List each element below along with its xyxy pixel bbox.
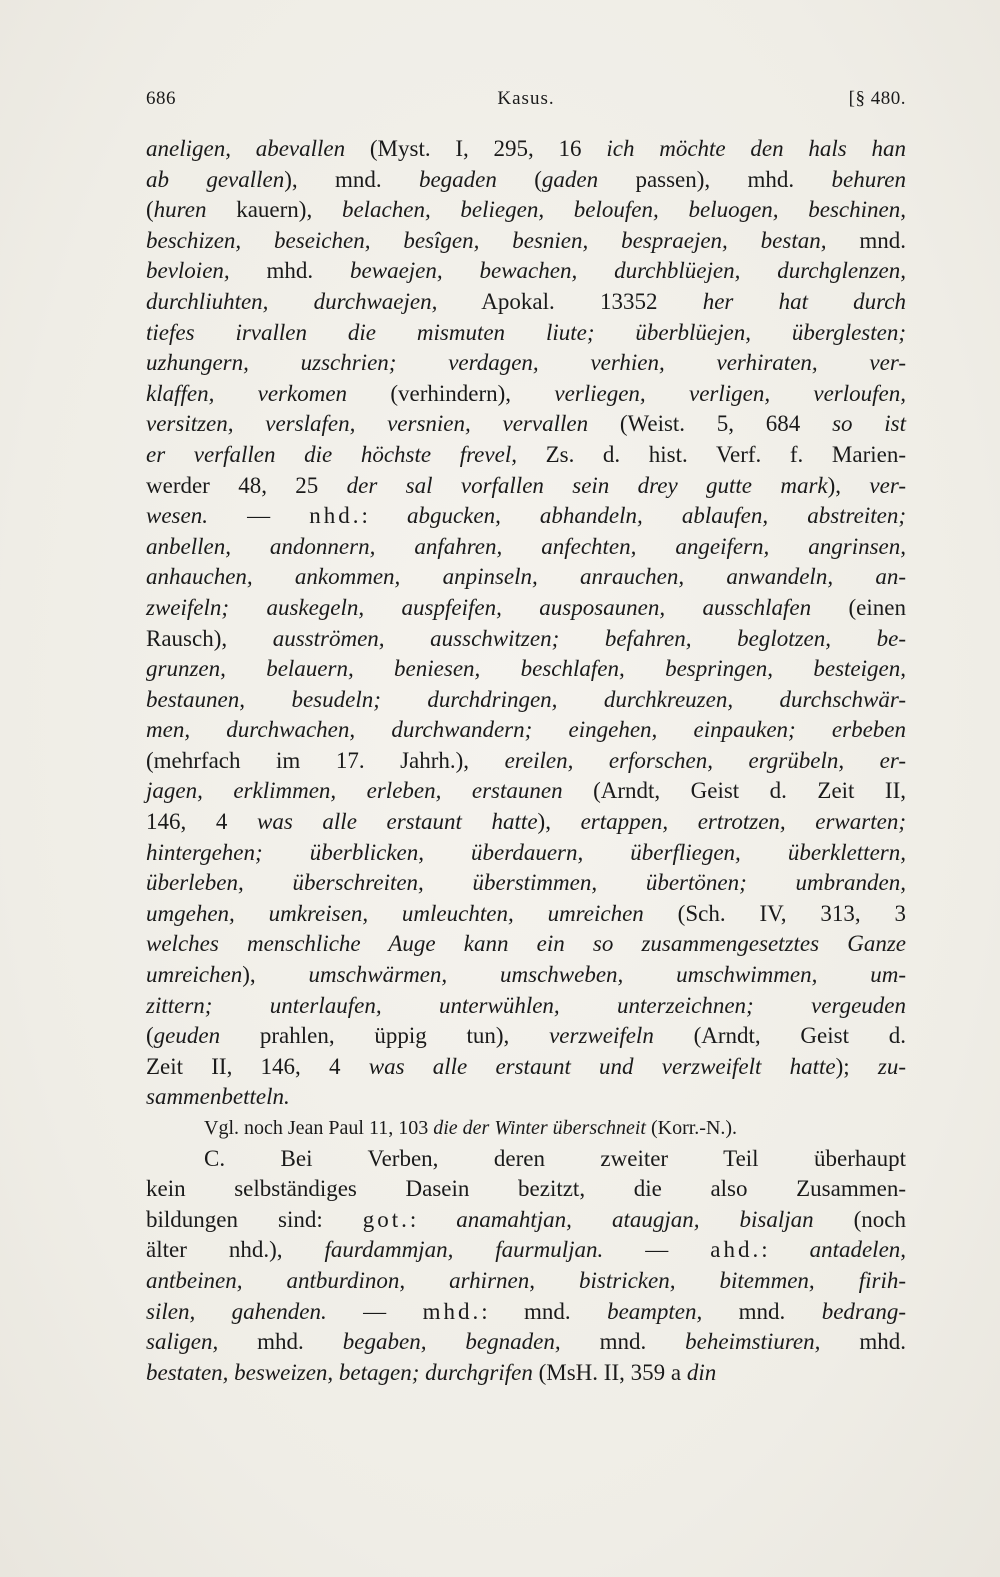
page-number: 686 bbox=[146, 88, 176, 109]
italic-text: bevloien, bbox=[146, 258, 230, 284]
italic-text: der sal vorfallen sein drey gutte mark bbox=[346, 472, 828, 498]
text-line bbox=[146, 929, 906, 960]
text-line bbox=[146, 1082, 906, 1113]
italic-text: zittern; unterlaufen, unterwühlen, unterzeichnen; vergeuden bbox=[146, 992, 906, 1018]
roman-text: ), bbox=[242, 962, 309, 988]
italic-text: umschwärmen, umschweben, umschwimmen, um- bbox=[308, 962, 906, 988]
italic-text: men, durchwachen, durchwandern; eingehen, einpauken; erbeben bbox=[146, 717, 906, 743]
italic-text: huren bbox=[153, 197, 207, 223]
section-marker: [§ 480. bbox=[848, 88, 906, 109]
italic-text: zweifeln; auskegeln, auspfeifen, ausposaunen, ausschlafen bbox=[146, 594, 812, 620]
italic-text: beheimstiuren, bbox=[685, 1329, 821, 1355]
roman-text: älter nhd.), bbox=[146, 1237, 325, 1263]
text-line bbox=[146, 1052, 906, 1083]
roman-text: Vgl. noch Jean Paul 11, 103 bbox=[204, 1117, 434, 1139]
roman-text: mhd. bbox=[218, 1329, 343, 1355]
roman-text: (noch bbox=[813, 1206, 906, 1232]
italic-text: abgucken, abhandeln, ablaufen, abstreiten; bbox=[406, 503, 907, 529]
text-line bbox=[146, 134, 906, 165]
roman-text: ( bbox=[146, 1023, 154, 1049]
text-line bbox=[146, 715, 906, 746]
text-line bbox=[146, 776, 906, 807]
roman-text: — bbox=[326, 1298, 423, 1324]
roman-text: (MsH. II, 359 a bbox=[532, 1359, 687, 1385]
text-line bbox=[146, 165, 906, 196]
italic-text: bestaunen, besudeln; durchdringen, durchkreuzen, durchschwär- bbox=[146, 686, 906, 712]
italic-text: anamahtjan, ataugjan, bisaljan bbox=[456, 1206, 814, 1232]
roman-text: (einen bbox=[811, 594, 906, 620]
running-head bbox=[146, 88, 906, 114]
text-line bbox=[146, 685, 906, 716]
text-line bbox=[146, 1327, 906, 1358]
text-line bbox=[146, 1358, 906, 1389]
italic-text: uzhungern, uzschrien; verdagen, verhien, verhiraten, ver- bbox=[146, 350, 906, 376]
italic-text: anhauchen, ankommen, anpinseln, anrauchen, anwandeln, an- bbox=[146, 564, 906, 590]
text-line bbox=[146, 1174, 906, 1205]
italic-text: er verfallen die höchste frevel, bbox=[146, 441, 517, 467]
roman-text: ), bbox=[827, 472, 870, 498]
running-title: Kasus. bbox=[497, 88, 555, 109]
italic-text: silen, gahenden. bbox=[146, 1298, 327, 1324]
roman-text: mhd. bbox=[229, 258, 351, 284]
italic-text: jagen, erklimmen, erleben, erstaunen bbox=[146, 778, 563, 804]
italic-text: ich möchte den hals han bbox=[606, 136, 906, 161]
text-line bbox=[146, 348, 906, 379]
roman-text: Rausch), bbox=[146, 625, 273, 651]
text-line bbox=[146, 501, 906, 532]
italic-text: belachen, beliegen, beloufen, beluogen, beschinen, bbox=[341, 197, 906, 223]
italic-text: geuden bbox=[153, 1023, 221, 1049]
italic-text: hintergehen; überblicken, überdauern, überfliegen, überklettern, bbox=[146, 839, 906, 865]
roman-text: kauern), bbox=[206, 197, 342, 223]
roman-text: (verhindern), bbox=[347, 380, 555, 406]
text-line bbox=[146, 379, 906, 410]
italic-text: welches menschliche Auge kann ein so zusammengesetztes Ganze bbox=[146, 931, 906, 957]
italic-text: antadelen, bbox=[809, 1237, 907, 1263]
italic-text: wesen. bbox=[146, 503, 208, 529]
italic-text: beampten, bbox=[607, 1298, 703, 1324]
italic-text: tiefes irvallen die mismuten liute; überblüejen, überglesten; bbox=[146, 319, 906, 345]
spaced-text: ahd. bbox=[710, 1237, 762, 1263]
text-line bbox=[146, 1021, 906, 1052]
spaced-text: nhd. bbox=[309, 503, 362, 529]
text-line bbox=[146, 1266, 906, 1297]
roman-text: (Myst. I, 295, 16 bbox=[345, 136, 607, 161]
italic-text: ausströmen, ausschwitzen; befahren, beglotzen, be- bbox=[272, 625, 907, 651]
roman-text: : mnd. bbox=[481, 1298, 608, 1324]
roman-text: werder 48, 25 bbox=[146, 472, 347, 498]
italic-text: durchliuhten, durchwaejen, bbox=[146, 288, 438, 314]
roman-text: : bbox=[761, 1237, 810, 1263]
roman-text: mnd. bbox=[702, 1298, 822, 1324]
roman-text: Apokal. 13352 bbox=[437, 288, 703, 314]
roman-text: bildungen sind: bbox=[146, 1206, 363, 1232]
roman-text: (Arndt, Geist d. bbox=[653, 1023, 906, 1049]
text-line bbox=[146, 226, 906, 257]
italic-text: anbellen, andonnern, anfahren, anfechten, angeifern, angrinsen, bbox=[146, 533, 906, 559]
italic-text: ertappen, ertrotzen, erwarten; bbox=[580, 809, 906, 835]
text-line bbox=[146, 409, 906, 440]
roman-text: (Korr.-N.). bbox=[645, 1117, 738, 1139]
italic-text: so ist bbox=[832, 411, 907, 437]
italic-text: überleben, überschreiten, überstimmen, übertönen; umbranden, bbox=[146, 870, 906, 896]
italic-text: bewaejen, bewachen, durchblüejen, durchglenzen, bbox=[350, 258, 907, 284]
roman-text: ( bbox=[146, 197, 154, 223]
italic-text: din bbox=[686, 1359, 717, 1385]
italic-text: behuren bbox=[831, 166, 906, 192]
roman-text: ), bbox=[537, 809, 581, 835]
roman-text: (mehrfach im 17. Jahrh.), bbox=[146, 747, 505, 773]
roman-text: : bbox=[361, 503, 407, 529]
roman-text: — bbox=[207, 503, 310, 529]
italic-text: die der Winter überschneit bbox=[433, 1117, 646, 1139]
text-line bbox=[146, 624, 906, 655]
italic-text: versitzen, verslafen, versnien, vervallen bbox=[146, 411, 589, 437]
italic-text: antbeinen, antburdinon, arhirnen, bistricken, bitemmen, firih- bbox=[146, 1267, 906, 1293]
roman-text: (Weist. 5, 684 bbox=[588, 411, 833, 437]
text-line bbox=[146, 1113, 906, 1144]
italic-text: faurdammjan, faurmuljan. bbox=[324, 1237, 604, 1263]
text-line bbox=[146, 195, 906, 226]
text-line bbox=[146, 287, 906, 318]
text-line bbox=[146, 838, 906, 869]
text-line bbox=[146, 593, 906, 624]
text-line bbox=[146, 1297, 906, 1328]
italic-text: umreichen bbox=[146, 962, 243, 988]
body-text bbox=[146, 134, 906, 1388]
italic-text: grunzen, belauern, beniesen, beschlafen, bespringen, besteigen, bbox=[146, 656, 906, 682]
text-line bbox=[146, 256, 906, 287]
roman-text: — bbox=[603, 1237, 711, 1263]
roman-text: C. Bei Verben, deren zweiter Teil überhaupt bbox=[204, 1145, 906, 1171]
text-line bbox=[146, 1205, 906, 1236]
text-line bbox=[146, 899, 906, 930]
roman-text: 146, 4 bbox=[146, 809, 257, 835]
roman-text: prahlen, üppig tun), bbox=[220, 1023, 550, 1049]
spaced-text: got. bbox=[362, 1206, 410, 1232]
text-line bbox=[146, 471, 906, 502]
text-line bbox=[146, 1144, 906, 1175]
spaced-text: mhd. bbox=[422, 1298, 482, 1324]
roman-text: ( bbox=[496, 166, 542, 192]
italic-text: ver- bbox=[869, 472, 906, 498]
italic-text: aneligen, abevallen bbox=[146, 136, 346, 161]
italic-text: klaffen, verkomen bbox=[146, 380, 348, 406]
text-line bbox=[146, 868, 906, 899]
text-line bbox=[146, 991, 906, 1022]
italic-text: ereilen, erforschen, ergrübeln, er- bbox=[504, 747, 906, 773]
roman-text: Zs. d. hist. Verf. f. Marien- bbox=[516, 441, 906, 467]
text-line bbox=[146, 807, 906, 838]
italic-text: begaben, begnaden, bbox=[342, 1329, 561, 1355]
italic-text: beschizen, beseichen, besîgen, besnien, bespraejen, bestan, bbox=[146, 227, 827, 253]
roman-text: mhd. bbox=[820, 1329, 906, 1355]
roman-text: kein selbständiges Dasein bezitzt, die also Zusammen- bbox=[146, 1176, 906, 1202]
roman-text: (Arndt, Geist d. Zeit II, bbox=[562, 778, 906, 804]
italic-text: her hat durch bbox=[702, 288, 906, 314]
italic-text: umgehen, umkreisen, umleuchten, umreichen bbox=[146, 900, 644, 926]
italic-text: verliegen, verligen, verloufen, bbox=[554, 380, 906, 406]
italic-text: sammenbetteln. bbox=[146, 1084, 290, 1110]
italic-text: was alle erstaunt hatte bbox=[257, 809, 538, 835]
roman-text: mnd. bbox=[826, 227, 907, 253]
roman-text: : bbox=[409, 1206, 457, 1232]
italic-text: ab gevallen bbox=[146, 166, 285, 192]
text-line bbox=[146, 562, 906, 593]
text-line bbox=[146, 654, 906, 685]
text-line bbox=[146, 532, 906, 563]
italic-text: saligen, bbox=[146, 1329, 219, 1355]
italic-text: verzweifeln bbox=[549, 1023, 654, 1049]
roman-text: (Sch. IV, 313, 3 bbox=[643, 900, 906, 926]
italic-text: begaden bbox=[418, 166, 497, 192]
italic-text: bestaten, besweizen, betagen; durchgrifen bbox=[146, 1359, 533, 1385]
roman-text: ), mnd. bbox=[284, 166, 419, 192]
text-line bbox=[146, 746, 906, 777]
roman-text: ); bbox=[835, 1053, 878, 1079]
roman-text: mnd. bbox=[560, 1329, 686, 1355]
italic-text: zu- bbox=[877, 1053, 906, 1079]
text-line bbox=[146, 440, 906, 471]
text-line bbox=[146, 318, 906, 349]
italic-text: gaden bbox=[541, 166, 599, 192]
roman-text: Zeit II, 146, 4 bbox=[146, 1053, 369, 1079]
italic-text: was alle erstaunt und verzweifelt hatte bbox=[368, 1053, 836, 1079]
italic-text: bedrang- bbox=[821, 1298, 907, 1324]
text-line bbox=[146, 1235, 906, 1266]
roman-text: passen), mhd. bbox=[598, 166, 832, 192]
text-line bbox=[146, 960, 906, 991]
